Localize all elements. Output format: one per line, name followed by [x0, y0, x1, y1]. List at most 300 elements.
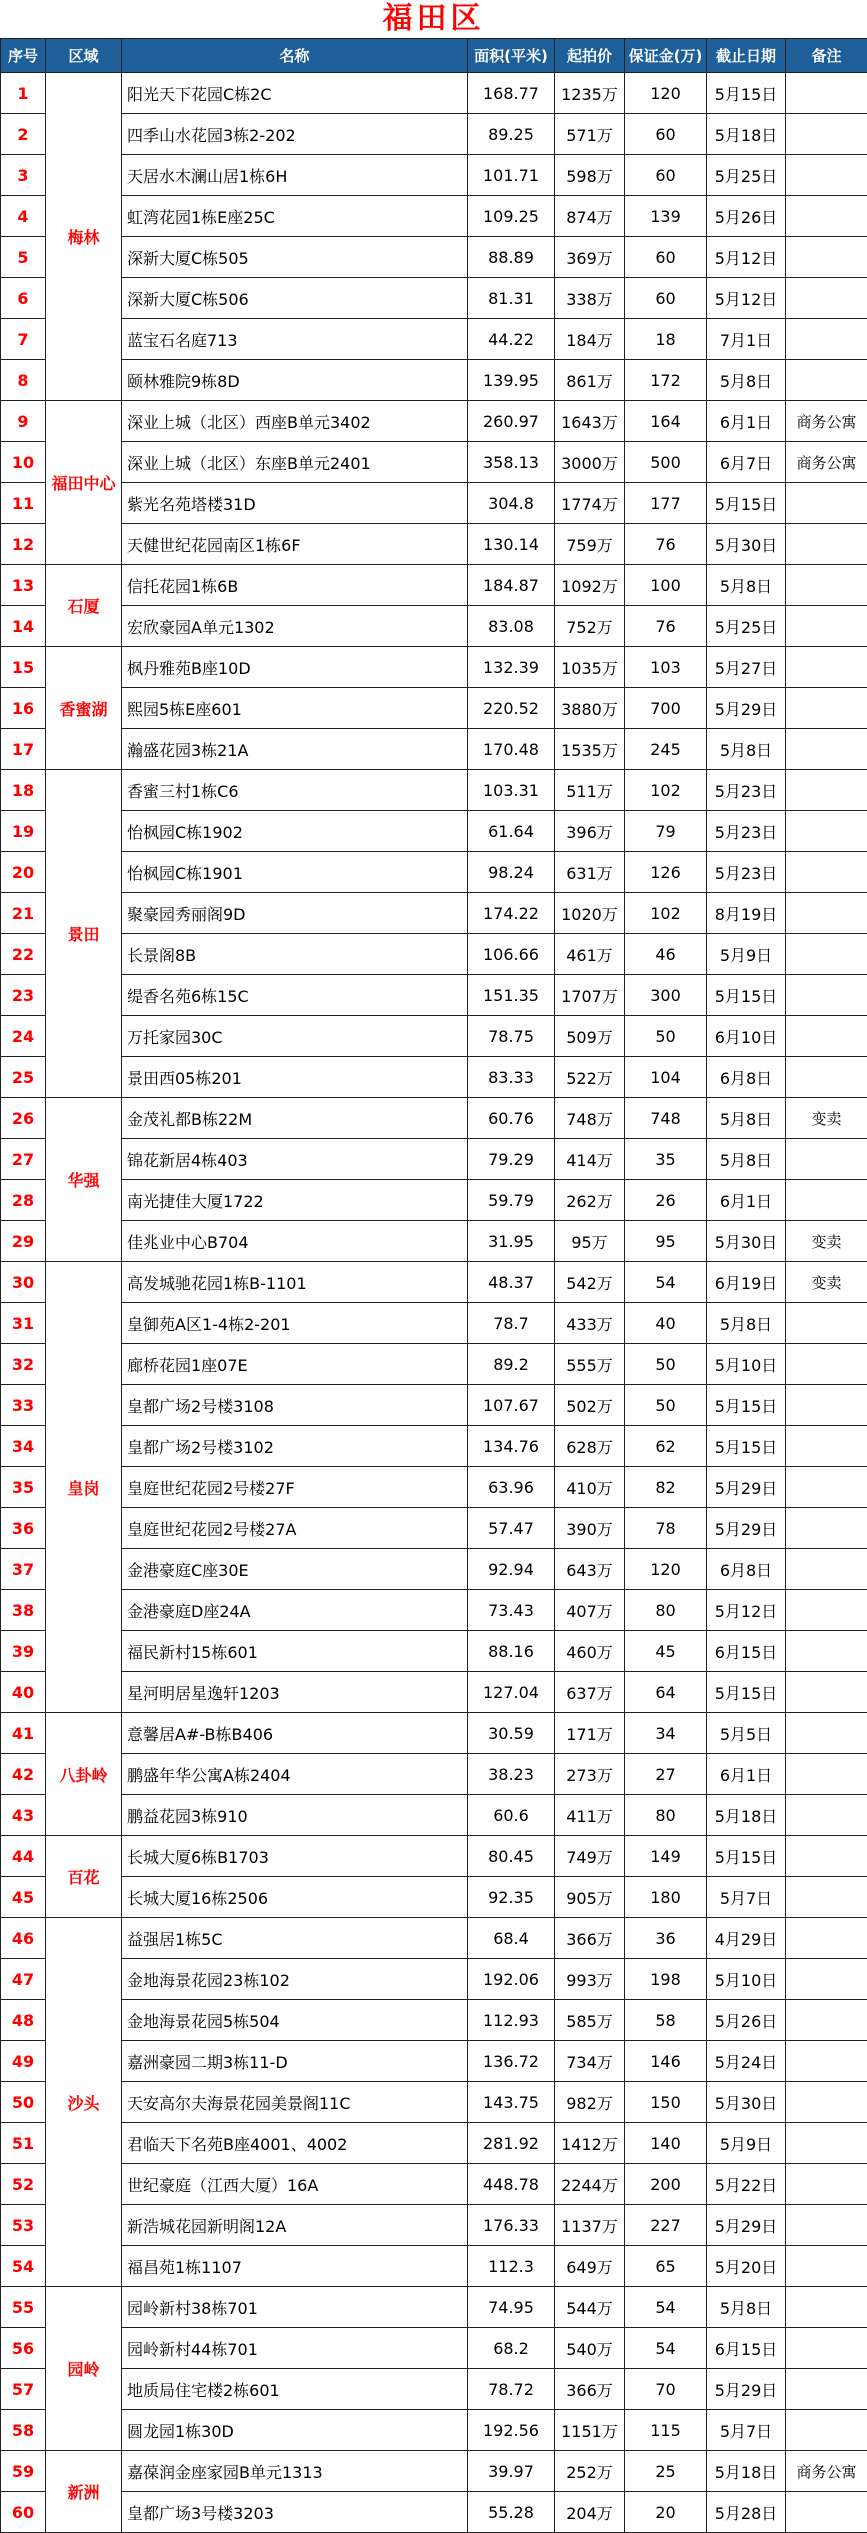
- cell-deadline: 5月10日: [707, 1344, 786, 1385]
- cell-area: 168.77: [468, 73, 555, 114]
- cell-district: 华强: [46, 1098, 122, 1262]
- cell-area: 139.95: [468, 360, 555, 401]
- cell-note: [786, 2164, 867, 2205]
- cell-note: [786, 770, 867, 811]
- cell-note: [786, 2369, 867, 2410]
- cell-deadline: 5月24日: [707, 2041, 786, 2082]
- cell-deposit: 45: [625, 1631, 707, 1672]
- cell-price: 511万: [555, 770, 625, 811]
- cell-price: 1707万: [555, 975, 625, 1016]
- cell-price: 407万: [555, 1590, 625, 1631]
- cell-price: 171万: [555, 1713, 625, 1754]
- cell-area: 448.78: [468, 2164, 555, 2205]
- cell-seq: 47: [1, 1959, 46, 2000]
- table-row: [1, 1057, 867, 1098]
- cell-note: [786, 1508, 867, 1549]
- table-row: [1, 1672, 867, 1713]
- cell-price: 643万: [555, 1549, 625, 1590]
- cell-deposit: 120: [625, 1549, 707, 1590]
- cell-area: 92.35: [468, 1877, 555, 1918]
- header-seq: 序号: [1, 39, 46, 73]
- cell-seq: 15: [1, 647, 46, 688]
- cell-note: [786, 524, 867, 565]
- cell-deposit: 172: [625, 360, 707, 401]
- cell-deposit: 46: [625, 934, 707, 975]
- table-row: [1, 1016, 867, 1057]
- cell-deposit: 60: [625, 114, 707, 155]
- cell-deadline: 5月8日: [707, 565, 786, 606]
- table-row: [1, 2246, 867, 2287]
- cell-name: 新浩城花园新明阁12A: [122, 2205, 468, 2246]
- cell-area: 132.39: [468, 647, 555, 688]
- cell-price: 874万: [555, 196, 625, 237]
- cell-deposit: 40: [625, 1303, 707, 1344]
- cell-deadline: 5月15日: [707, 483, 786, 524]
- cell-price: 540万: [555, 2328, 625, 2369]
- cell-deposit: 27: [625, 1754, 707, 1795]
- cell-area: 130.14: [468, 524, 555, 565]
- cell-price: 734万: [555, 2041, 625, 2082]
- table-row: [1, 1590, 867, 1631]
- cell-deadline: 5月29日: [707, 2369, 786, 2410]
- cell-deadline: 5月9日: [707, 2123, 786, 2164]
- cell-deposit: 50: [625, 1385, 707, 1426]
- cell-price: 184万: [555, 319, 625, 360]
- cell-deadline: 5月27日: [707, 647, 786, 688]
- cell-deadline: 5月25日: [707, 606, 786, 647]
- cell-area: 88.16: [468, 1631, 555, 1672]
- cell-price: 3880万: [555, 688, 625, 729]
- table-row: [1, 1508, 867, 1549]
- cell-area: 109.25: [468, 196, 555, 237]
- cell-name: 皇都广场3号楼3203: [122, 2492, 468, 2533]
- cell-area: 39.97: [468, 2451, 555, 2492]
- cell-deadline: 5月29日: [707, 1467, 786, 1508]
- cell-seq: 17: [1, 729, 46, 770]
- cell-price: 1092万: [555, 565, 625, 606]
- cell-deadline: 5月18日: [707, 1795, 786, 1836]
- cell-seq: 14: [1, 606, 46, 647]
- cell-seq: 48: [1, 2000, 46, 2041]
- header-deposit: 保证金(万): [625, 39, 707, 73]
- cell-name: 星河明居星逸轩1203: [122, 1672, 468, 1713]
- cell-deadline: 8月19日: [707, 893, 786, 934]
- cell-seq: 13: [1, 565, 46, 606]
- table-row: [1, 1221, 867, 1262]
- cell-area: 78.75: [468, 1016, 555, 1057]
- cell-deposit: 104: [625, 1057, 707, 1098]
- cell-area: 60.76: [468, 1098, 555, 1139]
- cell-deadline: 6月8日: [707, 1057, 786, 1098]
- cell-price: 637万: [555, 1672, 625, 1713]
- cell-area: 103.31: [468, 770, 555, 811]
- cell-name: 深新大厦C栋506: [122, 278, 468, 319]
- cell-seq: 45: [1, 1877, 46, 1918]
- cell-price: 544万: [555, 2287, 625, 2328]
- cell-area: 112.93: [468, 2000, 555, 2041]
- cell-area: 151.35: [468, 975, 555, 1016]
- cell-seq: 2: [1, 114, 46, 155]
- table-row: [1, 770, 867, 811]
- cell-note: [786, 2328, 867, 2369]
- cell-district: 沙头: [46, 1918, 122, 2287]
- cell-seq: 16: [1, 688, 46, 729]
- cell-seq: 38: [1, 1590, 46, 1631]
- table-row: [1, 1836, 867, 1877]
- table-row: [1, 1139, 867, 1180]
- cell-note: [786, 1795, 867, 1836]
- cell-area: 48.37: [468, 1262, 555, 1303]
- cell-deadline: 6月1日: [707, 401, 786, 442]
- cell-deposit: 76: [625, 524, 707, 565]
- cell-seq: 22: [1, 934, 46, 975]
- cell-name: 枫丹雅苑B座10D: [122, 647, 468, 688]
- cell-seq: 31: [1, 1303, 46, 1344]
- cell-price: 628万: [555, 1426, 625, 1467]
- cell-seq: 8: [1, 360, 46, 401]
- cell-note: [786, 852, 867, 893]
- cell-deadline: 5月15日: [707, 975, 786, 1016]
- cell-deadline: 5月29日: [707, 1508, 786, 1549]
- cell-seq: 34: [1, 1426, 46, 1467]
- cell-name: 金港豪庭C座30E: [122, 1549, 468, 1590]
- cell-price: 752万: [555, 606, 625, 647]
- cell-seq: 26: [1, 1098, 46, 1139]
- cell-note: 商务公寓: [786, 442, 867, 483]
- cell-deadline: 5月22日: [707, 2164, 786, 2205]
- cell-district: 石厦: [46, 565, 122, 647]
- cell-note: [786, 1385, 867, 1426]
- table-row: [1, 114, 867, 155]
- cell-area: 260.97: [468, 401, 555, 442]
- cell-price: 748万: [555, 1098, 625, 1139]
- cell-deadline: 5月10日: [707, 1959, 786, 2000]
- cell-area: 55.28: [468, 2492, 555, 2533]
- cell-area: 88.89: [468, 237, 555, 278]
- cell-area: 134.76: [468, 1426, 555, 1467]
- table-row: [1, 1467, 867, 1508]
- cell-seq: 57: [1, 2369, 46, 2410]
- cell-deposit: 34: [625, 1713, 707, 1754]
- cell-deposit: 180: [625, 1877, 707, 1918]
- cell-name: 天居水木澜山居1栋6H: [122, 155, 468, 196]
- cell-district: 百花: [46, 1836, 122, 1918]
- cell-name: 深业上城（北区）东座B单元2401: [122, 442, 468, 483]
- cell-deposit: 200: [625, 2164, 707, 2205]
- table-row: [1, 2041, 867, 2082]
- cell-deposit: 748: [625, 1098, 707, 1139]
- cell-deadline: 5月15日: [707, 1836, 786, 1877]
- cell-area: 78.72: [468, 2369, 555, 2410]
- cell-name: 南光捷佳大厦1722: [122, 1180, 468, 1221]
- cell-seq: 52: [1, 2164, 46, 2205]
- table-row: [1, 1713, 867, 1754]
- cell-area: 281.92: [468, 2123, 555, 2164]
- cell-note: [786, 2000, 867, 2041]
- table-row: [1, 483, 867, 524]
- cell-deposit: 245: [625, 729, 707, 770]
- cell-price: 649万: [555, 2246, 625, 2287]
- cell-deposit: 62: [625, 1426, 707, 1467]
- cell-seq: 3: [1, 155, 46, 196]
- cell-area: 74.95: [468, 2287, 555, 2328]
- cell-note: [786, 811, 867, 852]
- cell-seq: 10: [1, 442, 46, 483]
- cell-seq: 54: [1, 2246, 46, 2287]
- cell-deadline: 5月9日: [707, 934, 786, 975]
- cell-name: 鹏盛年华公寓A栋2404: [122, 1754, 468, 1795]
- cell-seq: 9: [1, 401, 46, 442]
- cell-deadline: 5月18日: [707, 2451, 786, 2492]
- cell-deadline: 5月8日: [707, 2287, 786, 2328]
- table-row: [1, 893, 867, 934]
- cell-deposit: 300: [625, 975, 707, 1016]
- cell-area: 92.94: [468, 1549, 555, 1590]
- cell-note: [786, 2205, 867, 2246]
- cell-name: 紫光名苑塔楼31D: [122, 483, 468, 524]
- cell-name: 金地海景花园5栋504: [122, 2000, 468, 2041]
- cell-seq: 12: [1, 524, 46, 565]
- table-row: [1, 852, 867, 893]
- cell-area: 44.22: [468, 319, 555, 360]
- cell-note: [786, 2410, 867, 2451]
- cell-name: 深业上城（北区）西座B单元3402: [122, 401, 468, 442]
- cell-name: 深新大厦C栋505: [122, 237, 468, 278]
- cell-seq: 43: [1, 1795, 46, 1836]
- cell-note: [786, 319, 867, 360]
- cell-area: 89.2: [468, 1344, 555, 1385]
- cell-name: 佳兆业中心B704: [122, 1221, 468, 1262]
- cell-name: 君临天下名苑B座4001、4002: [122, 2123, 468, 2164]
- cell-deadline: 6月19日: [707, 1262, 786, 1303]
- cell-deposit: 102: [625, 893, 707, 934]
- cell-deadline: 5月25日: [707, 155, 786, 196]
- cell-deadline: 6月1日: [707, 1754, 786, 1795]
- cell-name: 福昌苑1栋1107: [122, 2246, 468, 2287]
- cell-price: 982万: [555, 2082, 625, 2123]
- table-row: [1, 2369, 867, 2410]
- cell-note: [786, 893, 867, 934]
- cell-deadline: 5月29日: [707, 2205, 786, 2246]
- cell-seq: 58: [1, 2410, 46, 2451]
- cell-deadline: 6月15日: [707, 1631, 786, 1672]
- cell-price: 585万: [555, 2000, 625, 2041]
- table-row: [1, 1795, 867, 1836]
- cell-note: [786, 73, 867, 114]
- cell-note: [786, 2287, 867, 2328]
- cell-price: 1412万: [555, 2123, 625, 2164]
- cell-deadline: 5月12日: [707, 237, 786, 278]
- table-row: [1, 319, 867, 360]
- cell-deposit: 146: [625, 2041, 707, 2082]
- cell-deadline: 5月15日: [707, 73, 786, 114]
- cell-note: [786, 2246, 867, 2287]
- cell-deposit: 26: [625, 1180, 707, 1221]
- cell-deadline: 6月8日: [707, 1549, 786, 1590]
- cell-seq: 28: [1, 1180, 46, 1221]
- cell-price: 749万: [555, 1836, 625, 1877]
- table-row: [1, 1754, 867, 1795]
- cell-area: 83.08: [468, 606, 555, 647]
- cell-name: 天安高尔夫海景花园美景阁11C: [122, 2082, 468, 2123]
- cell-note: [786, 1754, 867, 1795]
- cell-seq: 30: [1, 1262, 46, 1303]
- cell-deposit: 76: [625, 606, 707, 647]
- cell-deposit: 140: [625, 2123, 707, 2164]
- table-row: [1, 155, 867, 196]
- cell-deposit: 20: [625, 2492, 707, 2533]
- cell-note: [786, 237, 867, 278]
- cell-seq: 41: [1, 1713, 46, 1754]
- cell-area: 106.66: [468, 934, 555, 975]
- cell-deposit: 35: [625, 1139, 707, 1180]
- cell-deposit: 79: [625, 811, 707, 852]
- table-row: [1, 2410, 867, 2451]
- cell-district: 园岭: [46, 2287, 122, 2451]
- cell-note: [786, 1057, 867, 1098]
- cell-deadline: 5月15日: [707, 1426, 786, 1467]
- cell-area: 38.23: [468, 1754, 555, 1795]
- table-row: [1, 1918, 867, 1959]
- cell-note: 变卖: [786, 1221, 867, 1262]
- cell-deposit: 80: [625, 1590, 707, 1631]
- cell-seq: 6: [1, 278, 46, 319]
- cell-deadline: 5月8日: [707, 360, 786, 401]
- cell-seq: 11: [1, 483, 46, 524]
- cell-deadline: 5月30日: [707, 2082, 786, 2123]
- table-row: [1, 2328, 867, 2369]
- cell-deadline: 5月8日: [707, 729, 786, 770]
- table-body: [1, 73, 867, 2533]
- cell-seq: 5: [1, 237, 46, 278]
- cell-seq: 44: [1, 1836, 46, 1877]
- cell-area: 176.33: [468, 2205, 555, 2246]
- cell-deadline: 5月18日: [707, 114, 786, 155]
- table-row: [1, 2082, 867, 2123]
- cell-deposit: 80: [625, 1795, 707, 1836]
- auction-table: [0, 38, 867, 2533]
- cell-deadline: 6月1日: [707, 1180, 786, 1221]
- table-row: [1, 360, 867, 401]
- cell-seq: 55: [1, 2287, 46, 2328]
- cell-price: 411万: [555, 1795, 625, 1836]
- cell-district: 八卦岭: [46, 1713, 122, 1836]
- cell-price: 396万: [555, 811, 625, 852]
- table-row: [1, 2123, 867, 2164]
- cell-price: 414万: [555, 1139, 625, 1180]
- cell-area: 80.45: [468, 1836, 555, 1877]
- cell-seq: 59: [1, 2451, 46, 2492]
- cell-area: 79.29: [468, 1139, 555, 1180]
- cell-deadline: 5月28日: [707, 2492, 786, 2533]
- cell-deposit: 60: [625, 237, 707, 278]
- cell-seq: 37: [1, 1549, 46, 1590]
- cell-note: [786, 1836, 867, 1877]
- cell-seq: 27: [1, 1139, 46, 1180]
- cell-area: 30.59: [468, 1713, 555, 1754]
- cell-deposit: 36: [625, 1918, 707, 1959]
- cell-deposit: 227: [625, 2205, 707, 2246]
- cell-name: 天健世纪花园南区1栋6F: [122, 524, 468, 565]
- cell-name: 四季山水花园3栋2-202: [122, 114, 468, 155]
- cell-price: 1643万: [555, 401, 625, 442]
- cell-deposit: 102: [625, 770, 707, 811]
- cell-deadline: 5月8日: [707, 1139, 786, 1180]
- cell-deadline: 5月26日: [707, 2000, 786, 2041]
- cell-price: 338万: [555, 278, 625, 319]
- cell-name: 缇香名苑6栋15C: [122, 975, 468, 1016]
- cell-price: 1020万: [555, 893, 625, 934]
- cell-deadline: 4月29日: [707, 1918, 786, 1959]
- cell-name: 虹湾花园1栋E座25C: [122, 196, 468, 237]
- cell-name: 益强居1栋5C: [122, 1918, 468, 1959]
- cell-name: 皇庭世纪花园2号楼27A: [122, 1508, 468, 1549]
- cell-deadline: 5月7日: [707, 2410, 786, 2451]
- cell-name: 金港豪庭D座24A: [122, 1590, 468, 1631]
- cell-price: 542万: [555, 1262, 625, 1303]
- cell-seq: 42: [1, 1754, 46, 1795]
- cell-price: 273万: [555, 1754, 625, 1795]
- table-row: [1, 934, 867, 975]
- cell-name: 聚豪园秀丽阁9D: [122, 893, 468, 934]
- cell-name: 熙园5栋E座601: [122, 688, 468, 729]
- cell-deposit: 54: [625, 2328, 707, 2369]
- cell-note: [786, 1713, 867, 1754]
- header-deadline: 截止日期: [707, 39, 786, 73]
- cell-area: 220.52: [468, 688, 555, 729]
- cell-seq: 51: [1, 2123, 46, 2164]
- cell-name: 万托家园30C: [122, 1016, 468, 1057]
- table-row: [1, 1549, 867, 1590]
- cell-note: [786, 360, 867, 401]
- cell-name: 意馨居A#-B栋B406: [122, 1713, 468, 1754]
- cell-area: 184.87: [468, 565, 555, 606]
- cell-note: [786, 1877, 867, 1918]
- table-row: [1, 2287, 867, 2328]
- cell-name: 景田西05栋201: [122, 1057, 468, 1098]
- cell-note: [786, 1139, 867, 1180]
- cell-name: 长城大厦6栋B1703: [122, 1836, 468, 1877]
- cell-name: 皇庭世纪花园2号楼27F: [122, 1467, 468, 1508]
- cell-area: 68.4: [468, 1918, 555, 1959]
- cell-area: 89.25: [468, 114, 555, 155]
- cell-deposit: 100: [625, 565, 707, 606]
- cell-seq: 29: [1, 1221, 46, 1262]
- cell-note: [786, 1344, 867, 1385]
- table-row: [1, 401, 867, 442]
- cell-price: 1535万: [555, 729, 625, 770]
- cell-seq: 20: [1, 852, 46, 893]
- cell-seq: 53: [1, 2205, 46, 2246]
- cell-district: 梅林: [46, 73, 122, 401]
- cell-deadline: 5月12日: [707, 1590, 786, 1631]
- cell-seq: 4: [1, 196, 46, 237]
- table-row: [1, 975, 867, 1016]
- table-row: [1, 524, 867, 565]
- table-row: [1, 811, 867, 852]
- cell-price: 252万: [555, 2451, 625, 2492]
- cell-note: [786, 2492, 867, 2533]
- cell-district: 香蜜湖: [46, 647, 122, 770]
- cell-area: 59.79: [468, 1180, 555, 1221]
- cell-seq: 23: [1, 975, 46, 1016]
- table-row: [1, 1180, 867, 1221]
- cell-seq: 40: [1, 1672, 46, 1713]
- cell-area: 73.43: [468, 1590, 555, 1631]
- cell-seq: 24: [1, 1016, 46, 1057]
- cell-district: 福田中心: [46, 401, 122, 565]
- cell-name: 长景阁8B: [122, 934, 468, 975]
